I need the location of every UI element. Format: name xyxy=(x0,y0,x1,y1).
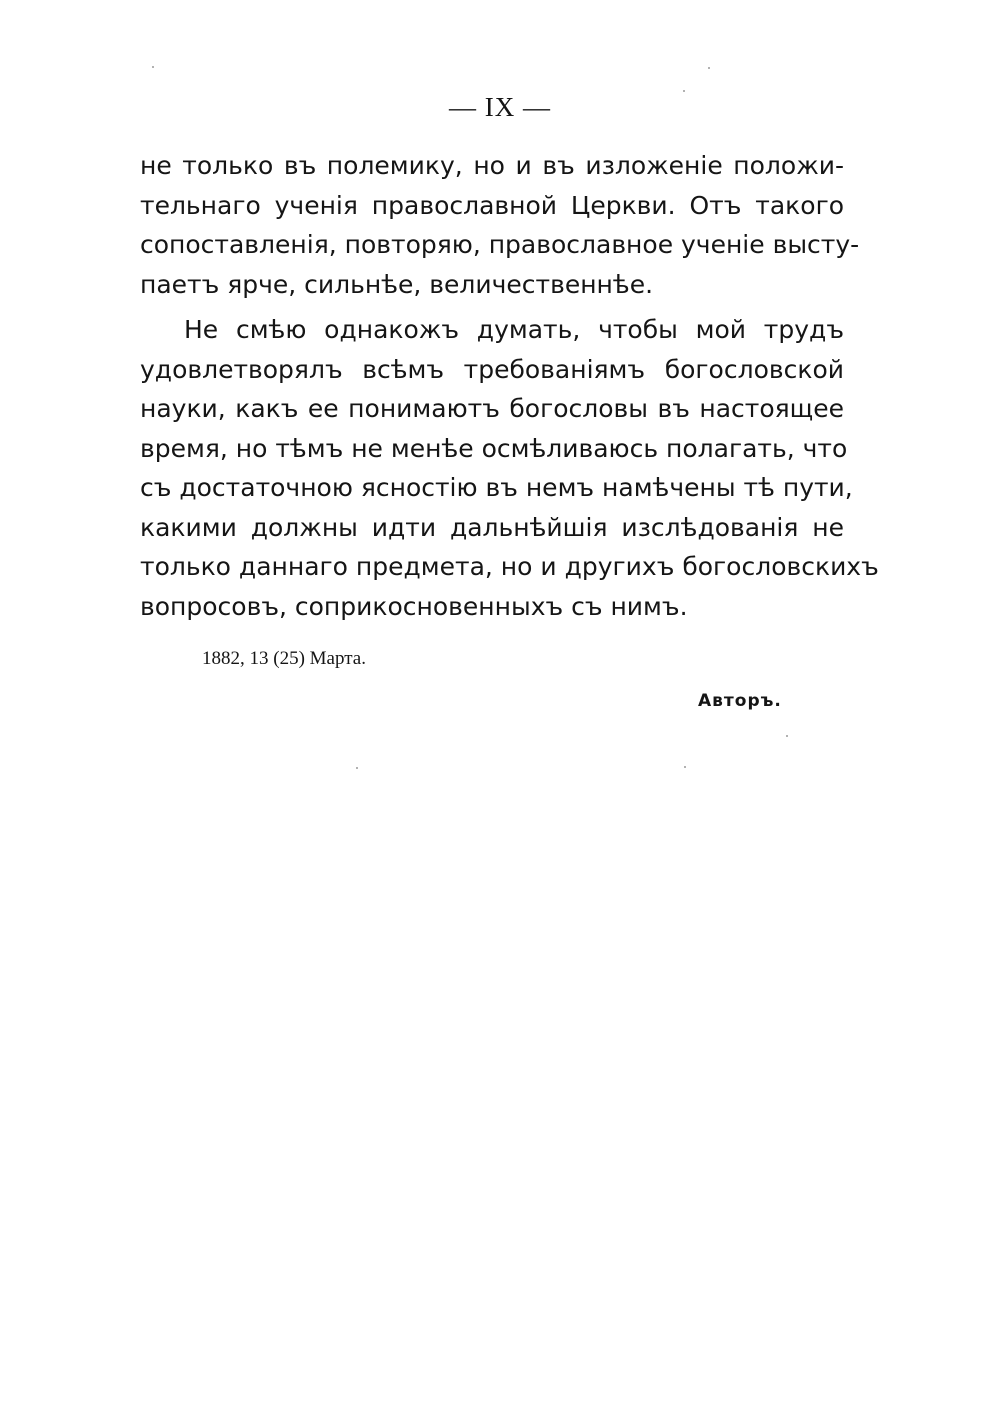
scan-speck xyxy=(152,66,154,68)
text-line: не только въ полемику, но и въ изложеніе положи- xyxy=(140,151,844,180)
scan-speck xyxy=(684,766,686,768)
paragraph-1 xyxy=(140,146,860,304)
text-line: Не смѣю однакожъ думать, чтобы мой трудъ xyxy=(184,315,844,344)
text-line: какими должны идти дальнѣйшія изслѣдованія не xyxy=(140,512,844,542)
text-line: вопросовъ, соприкосновенныхъ съ нимъ. xyxy=(140,591,688,621)
body-text xyxy=(140,146,879,626)
author-signature: Авторъ. xyxy=(698,691,782,711)
text-line: паетъ ярче, сильнѣе, величественнѣе. xyxy=(140,269,654,299)
text-line: науки, какъ ее понимаютъ богословы въ настоящее xyxy=(140,394,844,423)
scan-speck xyxy=(356,767,358,769)
text-line: съ достаточною ясностію въ немъ намѣчены тѣ пути, xyxy=(140,473,853,502)
page-number: — IX — xyxy=(449,92,551,122)
text-line: сопоставленія, повторяю, православное ученіе высту- xyxy=(140,230,860,259)
scan-speck xyxy=(708,67,710,69)
text-line: удовлетворялъ всѣмъ требованіямъ богословской xyxy=(140,354,844,384)
text-line: только даннаго предмета, но и другихъ богословскихъ xyxy=(140,552,879,581)
scan-speck xyxy=(683,90,685,92)
scan-speck xyxy=(786,735,788,737)
paragraph-2 xyxy=(140,310,879,626)
date-line: 1882, 13 (25) Марта. xyxy=(202,648,366,669)
text-line: тельнаго ученія православной Церкви. Отъ такого xyxy=(140,190,844,220)
text-line: время, но тѣмъ не менѣе осмѣливаюсь полагать, что xyxy=(140,433,848,463)
